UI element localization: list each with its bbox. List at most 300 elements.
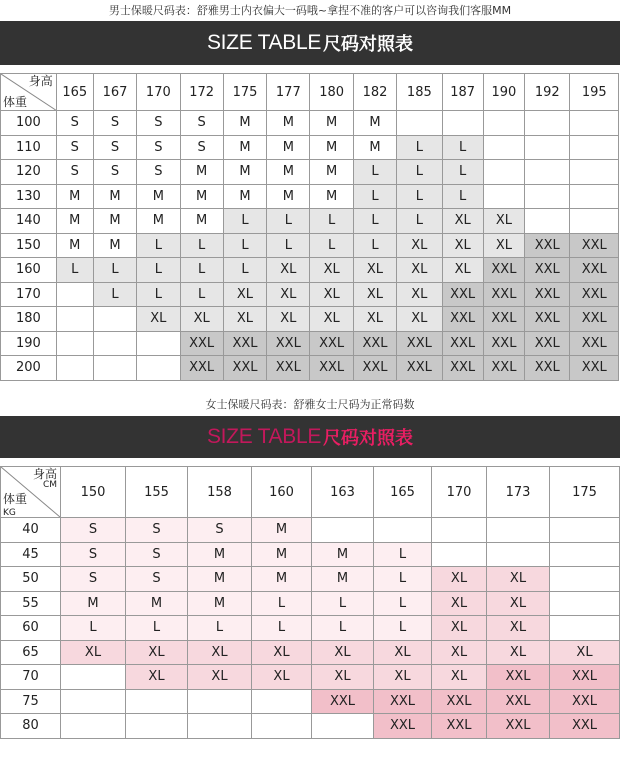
size-cell: L xyxy=(310,233,353,258)
size-cell xyxy=(56,307,93,332)
size-cell: S xyxy=(56,111,93,136)
size-cell: XL xyxy=(374,665,432,690)
size-cell xyxy=(487,542,550,567)
header-row xyxy=(1,74,619,111)
weight-header-cell: 65 xyxy=(1,640,61,665)
banner-english-title: SIZE TABLE xyxy=(206,425,322,448)
size-cell xyxy=(432,542,487,567)
size-cell: XL xyxy=(310,307,353,332)
corner-height-label: 身高 xyxy=(32,467,57,481)
size-cell: XL xyxy=(432,665,487,690)
size-cell xyxy=(374,518,432,543)
size-cell: L xyxy=(397,160,442,185)
size-cell: XXL xyxy=(180,331,223,356)
banner-chinese-title: 尺码对照表 xyxy=(323,428,414,449)
header-row xyxy=(1,467,620,518)
size-cell: L xyxy=(137,258,180,283)
size-cell: L xyxy=(353,209,396,234)
size-cell: M xyxy=(310,160,353,185)
size-cell: M xyxy=(180,209,223,234)
size-cell: XXL xyxy=(353,331,396,356)
size-cell xyxy=(570,111,619,136)
size-cell: L xyxy=(252,616,312,641)
height-header-cell: 177 xyxy=(267,74,310,111)
size-cell: XL xyxy=(252,640,312,665)
size-cell: L xyxy=(223,233,266,258)
table-row xyxy=(1,689,620,714)
men-size-note: 男士保暖尺码表：舒雅男士内衣偏大一码哦~拿捏不准的客户可以咨询我们客服MM xyxy=(108,4,512,17)
size-cell: L xyxy=(267,233,310,258)
size-cell: XL xyxy=(550,640,620,665)
table-row xyxy=(1,209,619,234)
size-cell: XL xyxy=(487,616,550,641)
size-cell: XXL xyxy=(487,714,550,739)
size-cell: L xyxy=(56,258,93,283)
size-cell: S xyxy=(137,160,180,185)
corner-weight-unit: KG xyxy=(3,508,16,518)
size-cell: XXL xyxy=(442,331,483,356)
size-cell: L xyxy=(442,160,483,185)
size-cell: XXL xyxy=(525,258,570,283)
size-cell: M xyxy=(353,135,396,160)
size-cell: S xyxy=(56,160,93,185)
size-cell: XL xyxy=(353,282,396,307)
weight-header-cell: 190 xyxy=(1,331,57,356)
corner-weight-label: 体重 xyxy=(3,492,28,506)
size-cell: XL xyxy=(180,307,223,332)
size-cell: XXL xyxy=(487,665,550,690)
height-header-cell: 185 xyxy=(397,74,442,111)
size-cell: S xyxy=(61,542,126,567)
table-row xyxy=(1,233,619,258)
size-cell xyxy=(61,689,126,714)
size-cell xyxy=(93,307,136,332)
size-cell: XXL xyxy=(525,233,570,258)
height-header-cell: 190 xyxy=(483,74,524,111)
size-cell: XL xyxy=(487,567,550,592)
size-cell: L xyxy=(223,209,266,234)
table-row xyxy=(1,307,619,332)
size-cell xyxy=(56,356,93,381)
height-header-cell: 175 xyxy=(223,74,266,111)
size-cell: XL xyxy=(267,258,310,283)
size-cell: M xyxy=(310,184,353,209)
size-cell xyxy=(56,282,93,307)
size-cell xyxy=(188,689,252,714)
size-cell: S xyxy=(137,111,180,136)
size-cell: L xyxy=(353,233,396,258)
banner-chinese-title: 尺码对照表 xyxy=(323,34,414,55)
size-cell: XXL xyxy=(353,356,396,381)
size-cell: M xyxy=(56,209,93,234)
size-cell: L xyxy=(374,542,432,567)
size-cell: M xyxy=(56,233,93,258)
size-cell xyxy=(550,591,620,616)
size-cell xyxy=(61,714,126,739)
size-cell: XL xyxy=(397,258,442,283)
size-cell: XL xyxy=(483,233,524,258)
size-cell: XL xyxy=(483,209,524,234)
table-row xyxy=(1,616,620,641)
weight-header-cell: 150 xyxy=(1,233,57,258)
size-cell: XXL xyxy=(223,356,266,381)
size-cell: S xyxy=(93,135,136,160)
size-cell xyxy=(126,714,188,739)
height-header-cell: 187 xyxy=(442,74,483,111)
size-cell: L xyxy=(312,616,374,641)
size-cell: M xyxy=(310,135,353,160)
size-cell: M xyxy=(223,111,266,136)
size-cell: M xyxy=(137,209,180,234)
size-cell: XL xyxy=(432,616,487,641)
table-row xyxy=(1,135,619,160)
table-row xyxy=(1,567,620,592)
size-cell: L xyxy=(180,258,223,283)
size-cell: M xyxy=(223,184,266,209)
table-row xyxy=(1,542,620,567)
size-cell: XL xyxy=(312,665,374,690)
size-cell xyxy=(550,518,620,543)
size-cell: L xyxy=(312,591,374,616)
size-cell: XL xyxy=(442,209,483,234)
size-cell: XXL xyxy=(432,714,487,739)
size-cell: XL xyxy=(353,258,396,283)
size-cell: XXL xyxy=(570,307,619,332)
size-cell: XXL xyxy=(525,282,570,307)
size-cell: XXL xyxy=(180,356,223,381)
height-header-cell: 192 xyxy=(525,74,570,111)
size-cell xyxy=(93,356,136,381)
size-cell: M xyxy=(252,542,312,567)
size-cell: M xyxy=(180,184,223,209)
height-header-cell: 163 xyxy=(312,467,374,518)
size-cell: M xyxy=(252,518,312,543)
size-cell xyxy=(397,111,442,136)
size-cell: XL xyxy=(397,233,442,258)
height-header-cell: 165 xyxy=(374,467,432,518)
size-cell xyxy=(550,567,620,592)
size-cell: S xyxy=(56,135,93,160)
size-cell: M xyxy=(93,209,136,234)
size-cell: XXL xyxy=(310,331,353,356)
size-cell: L xyxy=(310,209,353,234)
height-header-cell: 182 xyxy=(353,74,396,111)
weight-header-cell: 130 xyxy=(1,184,57,209)
size-cell: M xyxy=(267,111,310,136)
size-cell: XXL xyxy=(483,307,524,332)
size-cell: XXL xyxy=(550,665,620,690)
size-cell xyxy=(550,542,620,567)
height-header-cell: 173 xyxy=(487,467,550,518)
size-cell: XL xyxy=(487,640,550,665)
size-cell: L xyxy=(442,184,483,209)
size-cell: L xyxy=(137,282,180,307)
weight-header-cell: 160 xyxy=(1,258,57,283)
size-cell: L xyxy=(442,135,483,160)
table-row xyxy=(1,640,620,665)
size-cell xyxy=(312,714,374,739)
size-cell: M xyxy=(93,184,136,209)
size-cell: XXL xyxy=(550,714,620,739)
size-cell: XXL xyxy=(483,282,524,307)
banner-english-title: SIZE TABLE xyxy=(206,31,322,54)
size-cell: L xyxy=(374,567,432,592)
size-cell: XXL xyxy=(525,307,570,332)
size-cell: XL xyxy=(374,640,432,665)
size-cell: XXL xyxy=(223,331,266,356)
table-row xyxy=(1,111,619,136)
table-row xyxy=(1,282,619,307)
size-cell: S xyxy=(126,518,188,543)
size-cell: XL xyxy=(310,282,353,307)
size-cell: XXL xyxy=(442,307,483,332)
size-cell: M xyxy=(312,542,374,567)
size-cell: XL xyxy=(312,640,374,665)
women-size-banner xyxy=(0,416,620,458)
height-header-cell: 180 xyxy=(310,74,353,111)
height-header-cell: 170 xyxy=(432,467,487,518)
size-cell: L xyxy=(93,282,136,307)
size-cell: XL xyxy=(353,307,396,332)
size-cell xyxy=(252,714,312,739)
weight-header-cell: 70 xyxy=(1,665,61,690)
size-cell xyxy=(188,714,252,739)
size-cell: XL xyxy=(442,233,483,258)
table-row xyxy=(1,518,620,543)
men-size-banner xyxy=(0,21,620,65)
size-cell xyxy=(570,184,619,209)
size-cell: M xyxy=(223,135,266,160)
size-cell: L xyxy=(267,209,310,234)
size-cell: XL xyxy=(442,258,483,283)
size-cell: S xyxy=(126,542,188,567)
size-cell: M xyxy=(180,160,223,185)
size-cell: L xyxy=(93,258,136,283)
size-cell: S xyxy=(180,135,223,160)
weight-header-cell: 60 xyxy=(1,616,61,641)
size-cell xyxy=(483,111,524,136)
size-cell: XXL xyxy=(570,356,619,381)
size-cell: L xyxy=(397,209,442,234)
size-cell: XXL xyxy=(267,356,310,381)
height-header-cell: 160 xyxy=(252,467,312,518)
size-cell: XL xyxy=(432,567,487,592)
size-cell: M xyxy=(188,567,252,592)
men-size-table xyxy=(0,73,619,381)
size-cell: XL xyxy=(432,640,487,665)
size-cell: XL xyxy=(137,307,180,332)
weight-header-cell: 120 xyxy=(1,160,57,185)
size-cell: XXL xyxy=(312,689,374,714)
size-cell xyxy=(137,356,180,381)
size-cell: XXL xyxy=(442,356,483,381)
weight-header-cell: 55 xyxy=(1,591,61,616)
size-cell xyxy=(525,135,570,160)
size-cell: L xyxy=(126,616,188,641)
size-cell xyxy=(126,689,188,714)
size-cell: XL xyxy=(188,640,252,665)
table-row xyxy=(1,356,619,381)
size-cell: XXL xyxy=(483,258,524,283)
weight-header-cell: 180 xyxy=(1,307,57,332)
size-cell: XXL xyxy=(432,689,487,714)
size-cell xyxy=(442,111,483,136)
size-cell: M xyxy=(223,160,266,185)
size-cell xyxy=(570,209,619,234)
size-cell: XXL xyxy=(397,356,442,381)
size-cell: L xyxy=(180,233,223,258)
size-cell: S xyxy=(137,135,180,160)
table-row xyxy=(1,184,619,209)
weight-header-cell: 75 xyxy=(1,689,61,714)
size-cell xyxy=(525,209,570,234)
size-cell: XXL xyxy=(483,356,524,381)
size-cell xyxy=(570,160,619,185)
size-cell: S xyxy=(188,518,252,543)
size-cell: XXL xyxy=(550,689,620,714)
size-cell: XL xyxy=(267,282,310,307)
table-row xyxy=(1,591,620,616)
size-cell xyxy=(432,518,487,543)
size-cell: L xyxy=(137,233,180,258)
size-cell: XXL xyxy=(570,331,619,356)
size-cell xyxy=(550,616,620,641)
weight-header-cell: 170 xyxy=(1,282,57,307)
size-cell: XXL xyxy=(570,258,619,283)
weight-header-cell: 110 xyxy=(1,135,57,160)
size-cell: S xyxy=(93,111,136,136)
size-cell: M xyxy=(252,567,312,592)
corner-cell xyxy=(1,74,57,111)
table-row xyxy=(1,331,619,356)
size-cell: L xyxy=(374,591,432,616)
size-cell: XL xyxy=(397,307,442,332)
size-cell: XXL xyxy=(310,356,353,381)
corner-height-unit: CM xyxy=(42,480,57,490)
size-cell: XL xyxy=(188,665,252,690)
size-cell: XXL xyxy=(442,282,483,307)
size-cell: XXL xyxy=(397,331,442,356)
size-cell: XXL xyxy=(483,331,524,356)
size-cell xyxy=(312,518,374,543)
size-cell: XL xyxy=(252,665,312,690)
table-row xyxy=(1,258,619,283)
size-cell: XXL xyxy=(525,331,570,356)
size-cell: XL xyxy=(126,665,188,690)
size-cell: L xyxy=(252,591,312,616)
height-header-cell: 150 xyxy=(61,467,126,518)
table-row xyxy=(1,714,620,739)
size-cell: M xyxy=(93,233,136,258)
size-cell: XXL xyxy=(487,689,550,714)
size-cell: L xyxy=(397,135,442,160)
corner-height-label: 身高 xyxy=(28,74,53,88)
size-cell xyxy=(56,331,93,356)
size-cell: M xyxy=(137,184,180,209)
size-cell: L xyxy=(223,258,266,283)
size-cell xyxy=(137,331,180,356)
size-cell: XL xyxy=(310,258,353,283)
size-cell: M xyxy=(353,111,396,136)
weight-header-cell: 100 xyxy=(1,111,57,136)
size-cell: XL xyxy=(126,640,188,665)
weight-header-cell: 40 xyxy=(1,518,61,543)
women-size-note: 女士保暖尺码表：舒雅女士尺码为正常码数 xyxy=(205,398,415,411)
size-cell: L xyxy=(397,184,442,209)
size-cell: XL xyxy=(223,282,266,307)
size-cell xyxy=(61,665,126,690)
size-cell: S xyxy=(93,160,136,185)
size-cell: XXL xyxy=(374,689,432,714)
size-cell xyxy=(483,160,524,185)
size-cell: XXL xyxy=(570,282,619,307)
size-cell: L xyxy=(180,282,223,307)
height-header-cell: 195 xyxy=(570,74,619,111)
size-cell: XXL xyxy=(267,331,310,356)
size-cell: L xyxy=(353,184,396,209)
size-cell: XL xyxy=(223,307,266,332)
height-header-cell: 165 xyxy=(56,74,93,111)
corner-cell xyxy=(1,467,61,518)
size-cell: M xyxy=(312,567,374,592)
size-cell: L xyxy=(61,616,126,641)
size-cell xyxy=(487,518,550,543)
table-row xyxy=(1,160,619,185)
size-cell xyxy=(570,135,619,160)
size-cell: M xyxy=(188,542,252,567)
size-cell xyxy=(93,331,136,356)
size-cell: L xyxy=(353,160,396,185)
size-cell xyxy=(525,111,570,136)
weight-header-cell: 80 xyxy=(1,714,61,739)
size-cell: XXL xyxy=(570,233,619,258)
size-cell: XL xyxy=(487,591,550,616)
weight-header-cell: 50 xyxy=(1,567,61,592)
size-cell: XXL xyxy=(374,714,432,739)
size-cell: XXL xyxy=(525,356,570,381)
height-header-cell: 155 xyxy=(126,467,188,518)
height-header-cell: 172 xyxy=(180,74,223,111)
height-header-cell: 158 xyxy=(188,467,252,518)
weight-header-cell: 200 xyxy=(1,356,57,381)
size-cell xyxy=(483,184,524,209)
size-cell: XL xyxy=(397,282,442,307)
size-cell: M xyxy=(188,591,252,616)
size-cell: M xyxy=(310,111,353,136)
size-cell: M xyxy=(267,184,310,209)
size-cell xyxy=(525,160,570,185)
table-row xyxy=(1,665,620,690)
size-cell xyxy=(483,135,524,160)
size-cell: S xyxy=(61,567,126,592)
size-cell: M xyxy=(267,160,310,185)
size-cell: S xyxy=(126,567,188,592)
size-cell xyxy=(525,184,570,209)
size-cell: S xyxy=(61,518,126,543)
size-cell xyxy=(252,689,312,714)
size-cell: M xyxy=(126,591,188,616)
height-header-cell: 167 xyxy=(93,74,136,111)
weight-header-cell: 140 xyxy=(1,209,57,234)
size-cell: S xyxy=(180,111,223,136)
weight-header-cell: 45 xyxy=(1,542,61,567)
size-cell: XL xyxy=(432,591,487,616)
height-header-cell: 175 xyxy=(550,467,620,518)
size-cell: M xyxy=(56,184,93,209)
size-cell: L xyxy=(374,616,432,641)
size-cell: M xyxy=(61,591,126,616)
size-cell: XL xyxy=(61,640,126,665)
